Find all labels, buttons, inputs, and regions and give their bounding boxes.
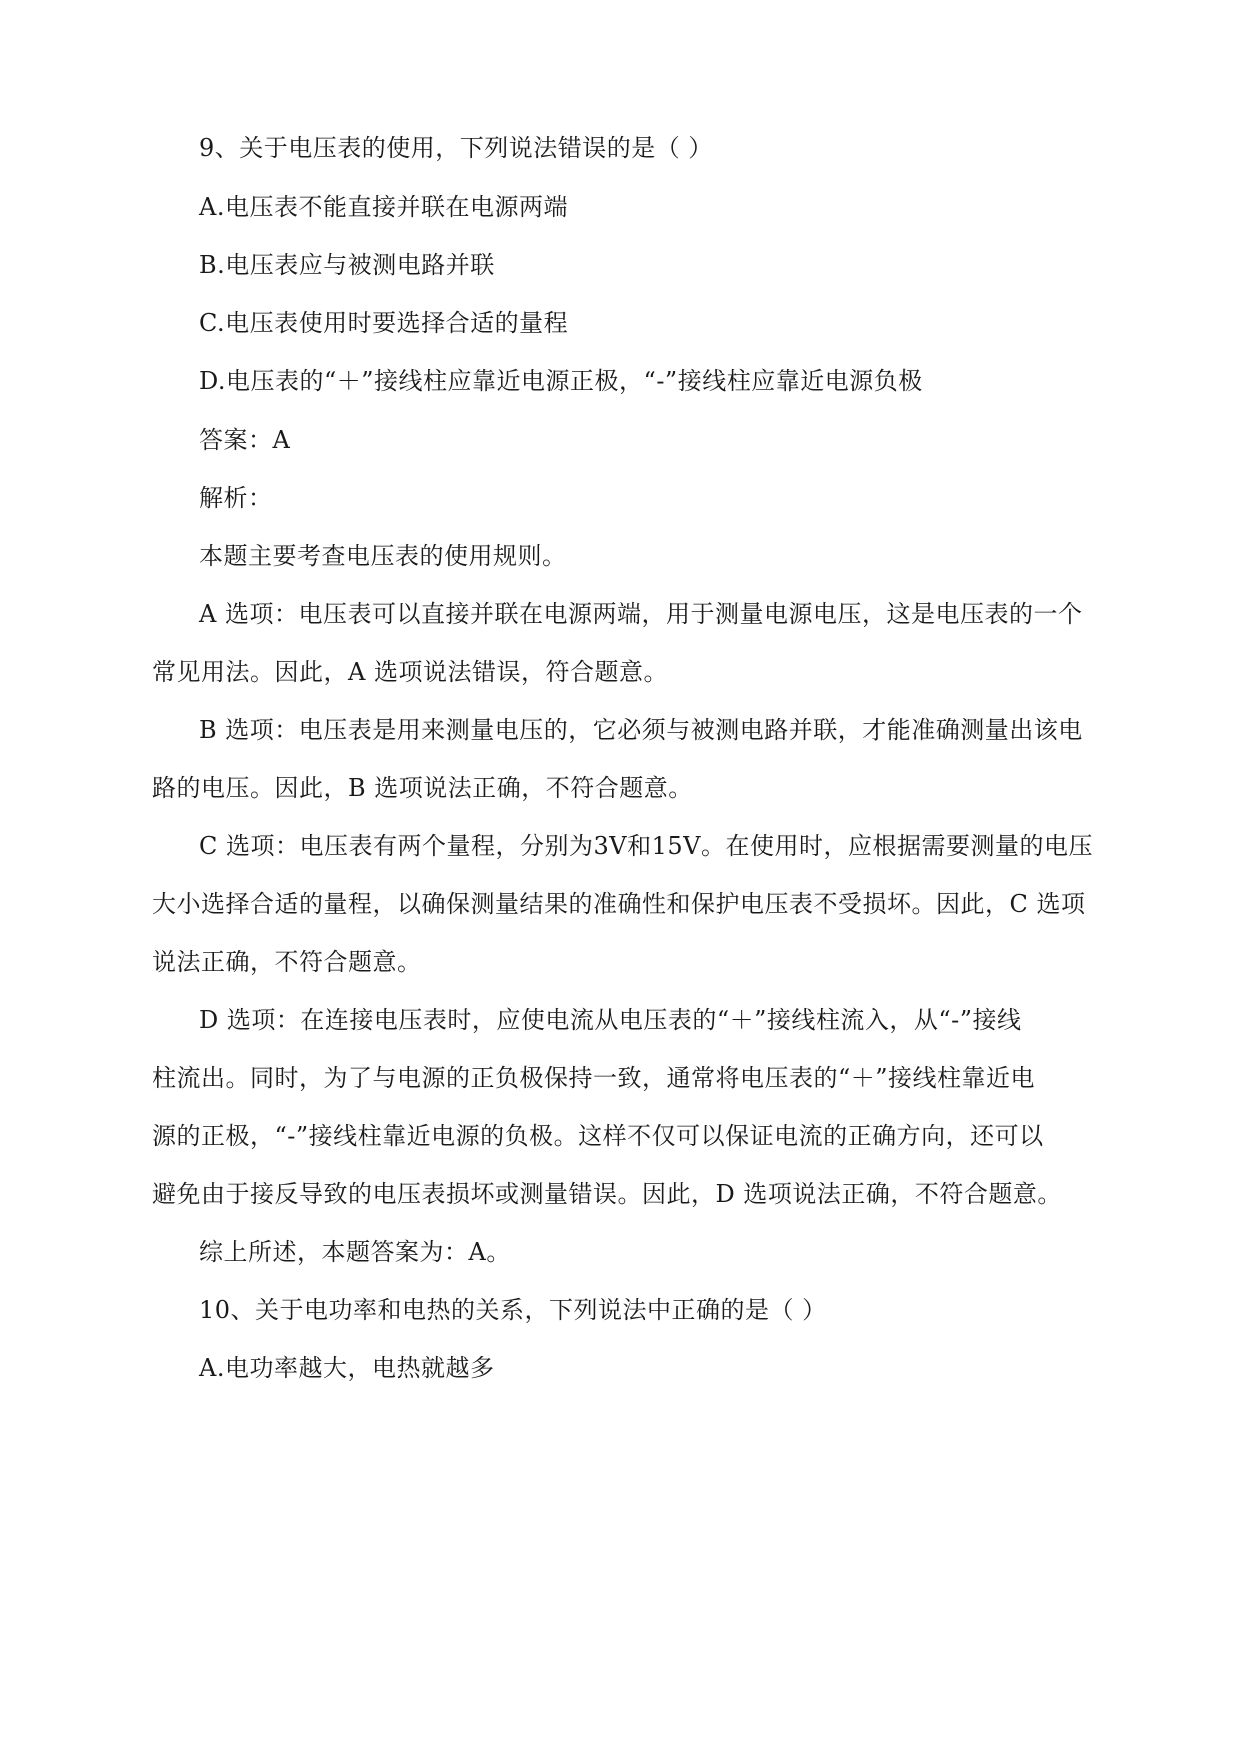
question-9-stem: 9、关于电压表的使用，下列说法错误的是（ ） xyxy=(199,134,713,162)
question-9-option-a: A.电压表不能直接并联在电源两端 xyxy=(199,193,568,221)
analysis-a-line-1: A 选项：电压表可以直接并联在电源两端，用于测量电源电压，这是电压表的一个 xyxy=(199,600,1083,628)
question-9-answer: 答案：A xyxy=(199,426,291,454)
analysis-a-line-2: 常见用法。因此，A 选项说法错误，符合题意。 xyxy=(152,658,668,686)
analysis-d-line-1: D 选项：在连接电压表时，应使电流从电压表的“＋”接线柱流入，从“-”接线 xyxy=(199,1006,1022,1034)
question-9-option-d: D.电压表的“＋”接线柱应靠近电源正极，“-”接线柱应靠近电源负极 xyxy=(199,367,923,395)
analysis-c-line-3: 说法正确，不符合题意。 xyxy=(152,948,422,976)
question-10-option-a: A.电功率越大，电热就越多 xyxy=(199,1354,495,1382)
question-9-option-b: B.电压表应与被测电路并联 xyxy=(199,251,495,279)
analysis-c-line-1: C 选项：电压表有两个量程，分别为3V和15V。在使用时，应根据需要测量的电压 xyxy=(199,832,1093,860)
analysis-summary: 综上所述，本题答案为：A。 xyxy=(199,1238,511,1266)
analysis-intro: 本题主要考查电压表的使用规则。 xyxy=(199,542,567,570)
analysis-c-line-2: 大小选择合适的量程，以确保测量结果的准确性和保护电压表不受损坏。因此，C 选项 xyxy=(152,890,1086,918)
question-9-option-c: C.电压表使用时要选择合适的量程 xyxy=(199,309,569,337)
analysis-label: 解析： xyxy=(199,484,273,512)
analysis-b-line-1: B 选项：电压表是用来测量电压的，它必须与被测电路并联，才能准确测量出该电 xyxy=(199,716,1083,744)
analysis-d-line-4: 避免由于接反导致的电压表损坏或测量错误。因此，D 选项说法正确，不符合题意。 xyxy=(152,1180,1062,1208)
question-10-stem: 10、关于电功率和电热的关系，下列说法中正确的是（ ） xyxy=(199,1296,827,1324)
analysis-b-line-2: 路的电压。因此，B 选项说法正确，不符合题意。 xyxy=(152,774,693,802)
analysis-d-line-3: 源的正极，“-”接线柱靠近电源的负极。这样不仅可以保证电流的正确方向，还可以 xyxy=(152,1122,1044,1150)
analysis-d-line-2: 柱流出。同时，为了与电源的正负极保持一致，通常将电压表的“＋”接线柱靠近电 xyxy=(152,1064,1036,1092)
